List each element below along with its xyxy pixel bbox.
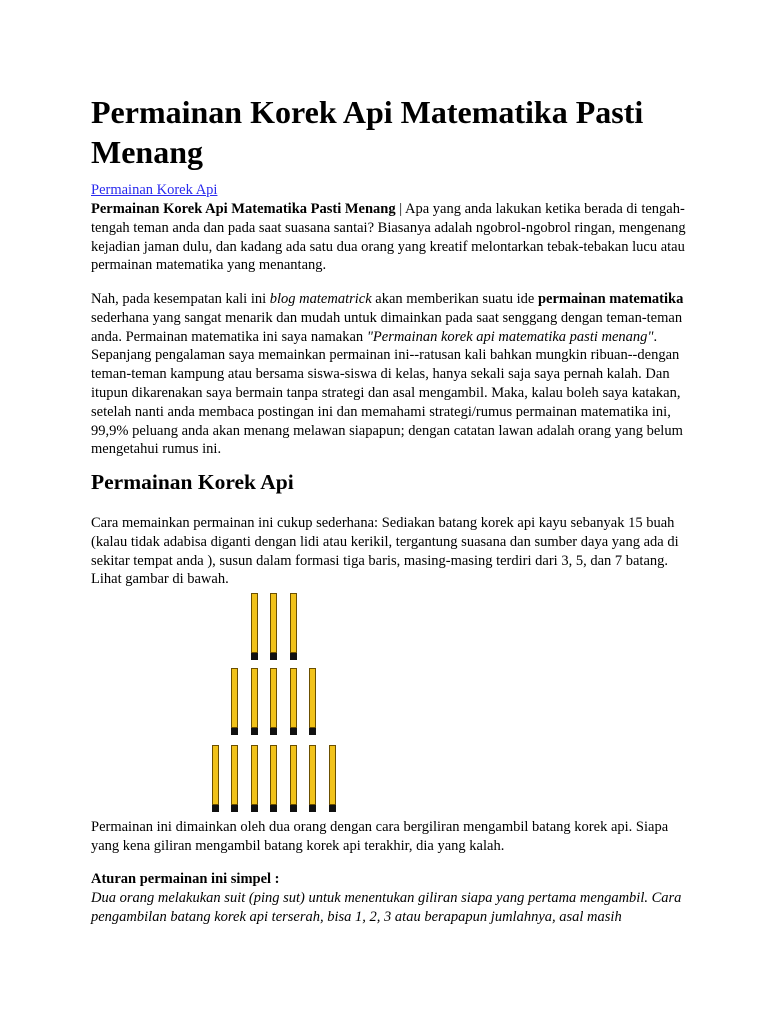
p2-text-2: akan memberikan suatu ide xyxy=(371,291,538,307)
intro-bold-title: Permainan Korek Api Matematika Pasti Menang xyxy=(91,201,396,217)
matchstick-head xyxy=(290,653,297,660)
matchstick-body xyxy=(270,593,277,653)
permainan-korek-api-link[interactable]: Permainan Korek Api xyxy=(91,182,218,198)
p2-game-name: "Permainan korek api matematika pasti menang" xyxy=(366,328,654,345)
matchstick-head xyxy=(231,805,238,812)
matchstick-head xyxy=(251,728,258,735)
rules-text: Dua orang melakukan suit (ping sut) untuk menentukan giliran siapa yang pertama mengambil. Cara pengambilan batang korek api terserah, bisa 1, 2, 3 atau berapapun jumlahnya, asal masih xyxy=(91,889,682,925)
matchstick-body xyxy=(309,745,316,805)
matchstick-head xyxy=(231,728,238,735)
matchstick-head xyxy=(270,653,277,660)
matchstick-head xyxy=(329,805,336,812)
second-paragraph xyxy=(91,290,691,459)
p2-bold-term: permainan matematika xyxy=(537,291,684,307)
instructions-paragraph: Cara memainkan permainan ini cukup sederhana: Sediakan batang korek api kayu sebanyak 15 buah (kalau tidak adabisa diganti dengan lidi atau kerikil, tergantung suasana dan sumber daya yang ada di sekitar tempat anda ), susun dalam formasi tiga baris, masing-masing terdiri dari 3, 5, dan 7 batang. Lihat gambar di bawah. xyxy=(91,515,679,588)
matchstick-head xyxy=(212,805,219,812)
matchstick-body xyxy=(251,668,258,728)
p2-text-4: . Sepanjang pengalaman saya memainkan permainan ini--ratusan kali bahkan mungkin ribuan--dengan teman-teman kampung atau bersama siswa-siswa di kelas, hanya sekali saja saya pernah kalah. Dan itupun dikarenakan saya bermain tanpa strategi dan asal mengambil. Maka, kalau boleh saya katakan, setelah nanti anda membaca postingan ini dan memahami strategi/rumus permainan matematika ini, 99,9% peluang anda akan menang melawan siapapun; dengan catatan lawan adalah orang yang belum mengetahui rumus ini. xyxy=(91,328,683,458)
intro-text: Apa yang anda lakukan ketika berada di tengah-tengah teman anda dan pada saat suasana santai? Biasanya adalah ngobrol-ngobrol ringan, mengenang kejadian jaman dulu, dan kadang ada satu dua orang yang kreatif melontarkan tebak-tebakan lucu atau permainan matematika yang menantang. xyxy=(91,201,686,274)
intro-paragraph xyxy=(91,200,691,275)
matchstick-head xyxy=(251,653,258,660)
matchstick-head xyxy=(290,728,297,735)
matchstick-body xyxy=(212,745,219,805)
rules-title: Aturan permainan ini simpel : xyxy=(91,871,280,887)
matchstick-body xyxy=(270,668,277,728)
matchstick-body xyxy=(290,745,297,805)
intro-separator: | xyxy=(395,201,405,217)
game-description-paragraph: Permainan ini dimainkan oleh dua orang dengan cara bergiliran mengambil batang korek api. Siapa yang kena giliran mengambil batang korek api terakhir, dia yang kalah. xyxy=(91,819,669,854)
matchstick-head xyxy=(270,728,277,735)
p2-text-3: sederhana yang sangat menarik dan mudah untuk dimainkan pada saat senggang dengan teman-teman anda. Permainan matematika ini saya namakan xyxy=(91,309,683,345)
matchstick-body xyxy=(231,668,238,728)
matchstick-body xyxy=(251,745,258,805)
matchstick-body xyxy=(251,593,258,653)
matchstick-body xyxy=(231,745,238,805)
section-heading: Permainan Korek Api xyxy=(91,470,294,494)
p2-blog-name: blog matematrick xyxy=(269,291,372,307)
p2-text-1: Nah, pada kesempatan kali ini xyxy=(91,291,270,307)
rules-paragraph xyxy=(91,870,691,926)
matchstick-body xyxy=(309,668,316,728)
matchstick-head xyxy=(251,805,258,812)
page-title: Permainan Korek Api Matematika Pasti Menang xyxy=(91,94,644,170)
matchstick-body xyxy=(290,593,297,653)
matchstick-body xyxy=(290,668,297,728)
matchstick-head xyxy=(309,805,316,812)
matchstick-figure xyxy=(91,590,691,815)
matchstick-head xyxy=(270,805,277,812)
matchstick-body xyxy=(270,745,277,805)
matchstick-head xyxy=(309,728,316,735)
matchstick-head xyxy=(290,805,297,812)
matchstick-body xyxy=(329,745,336,805)
